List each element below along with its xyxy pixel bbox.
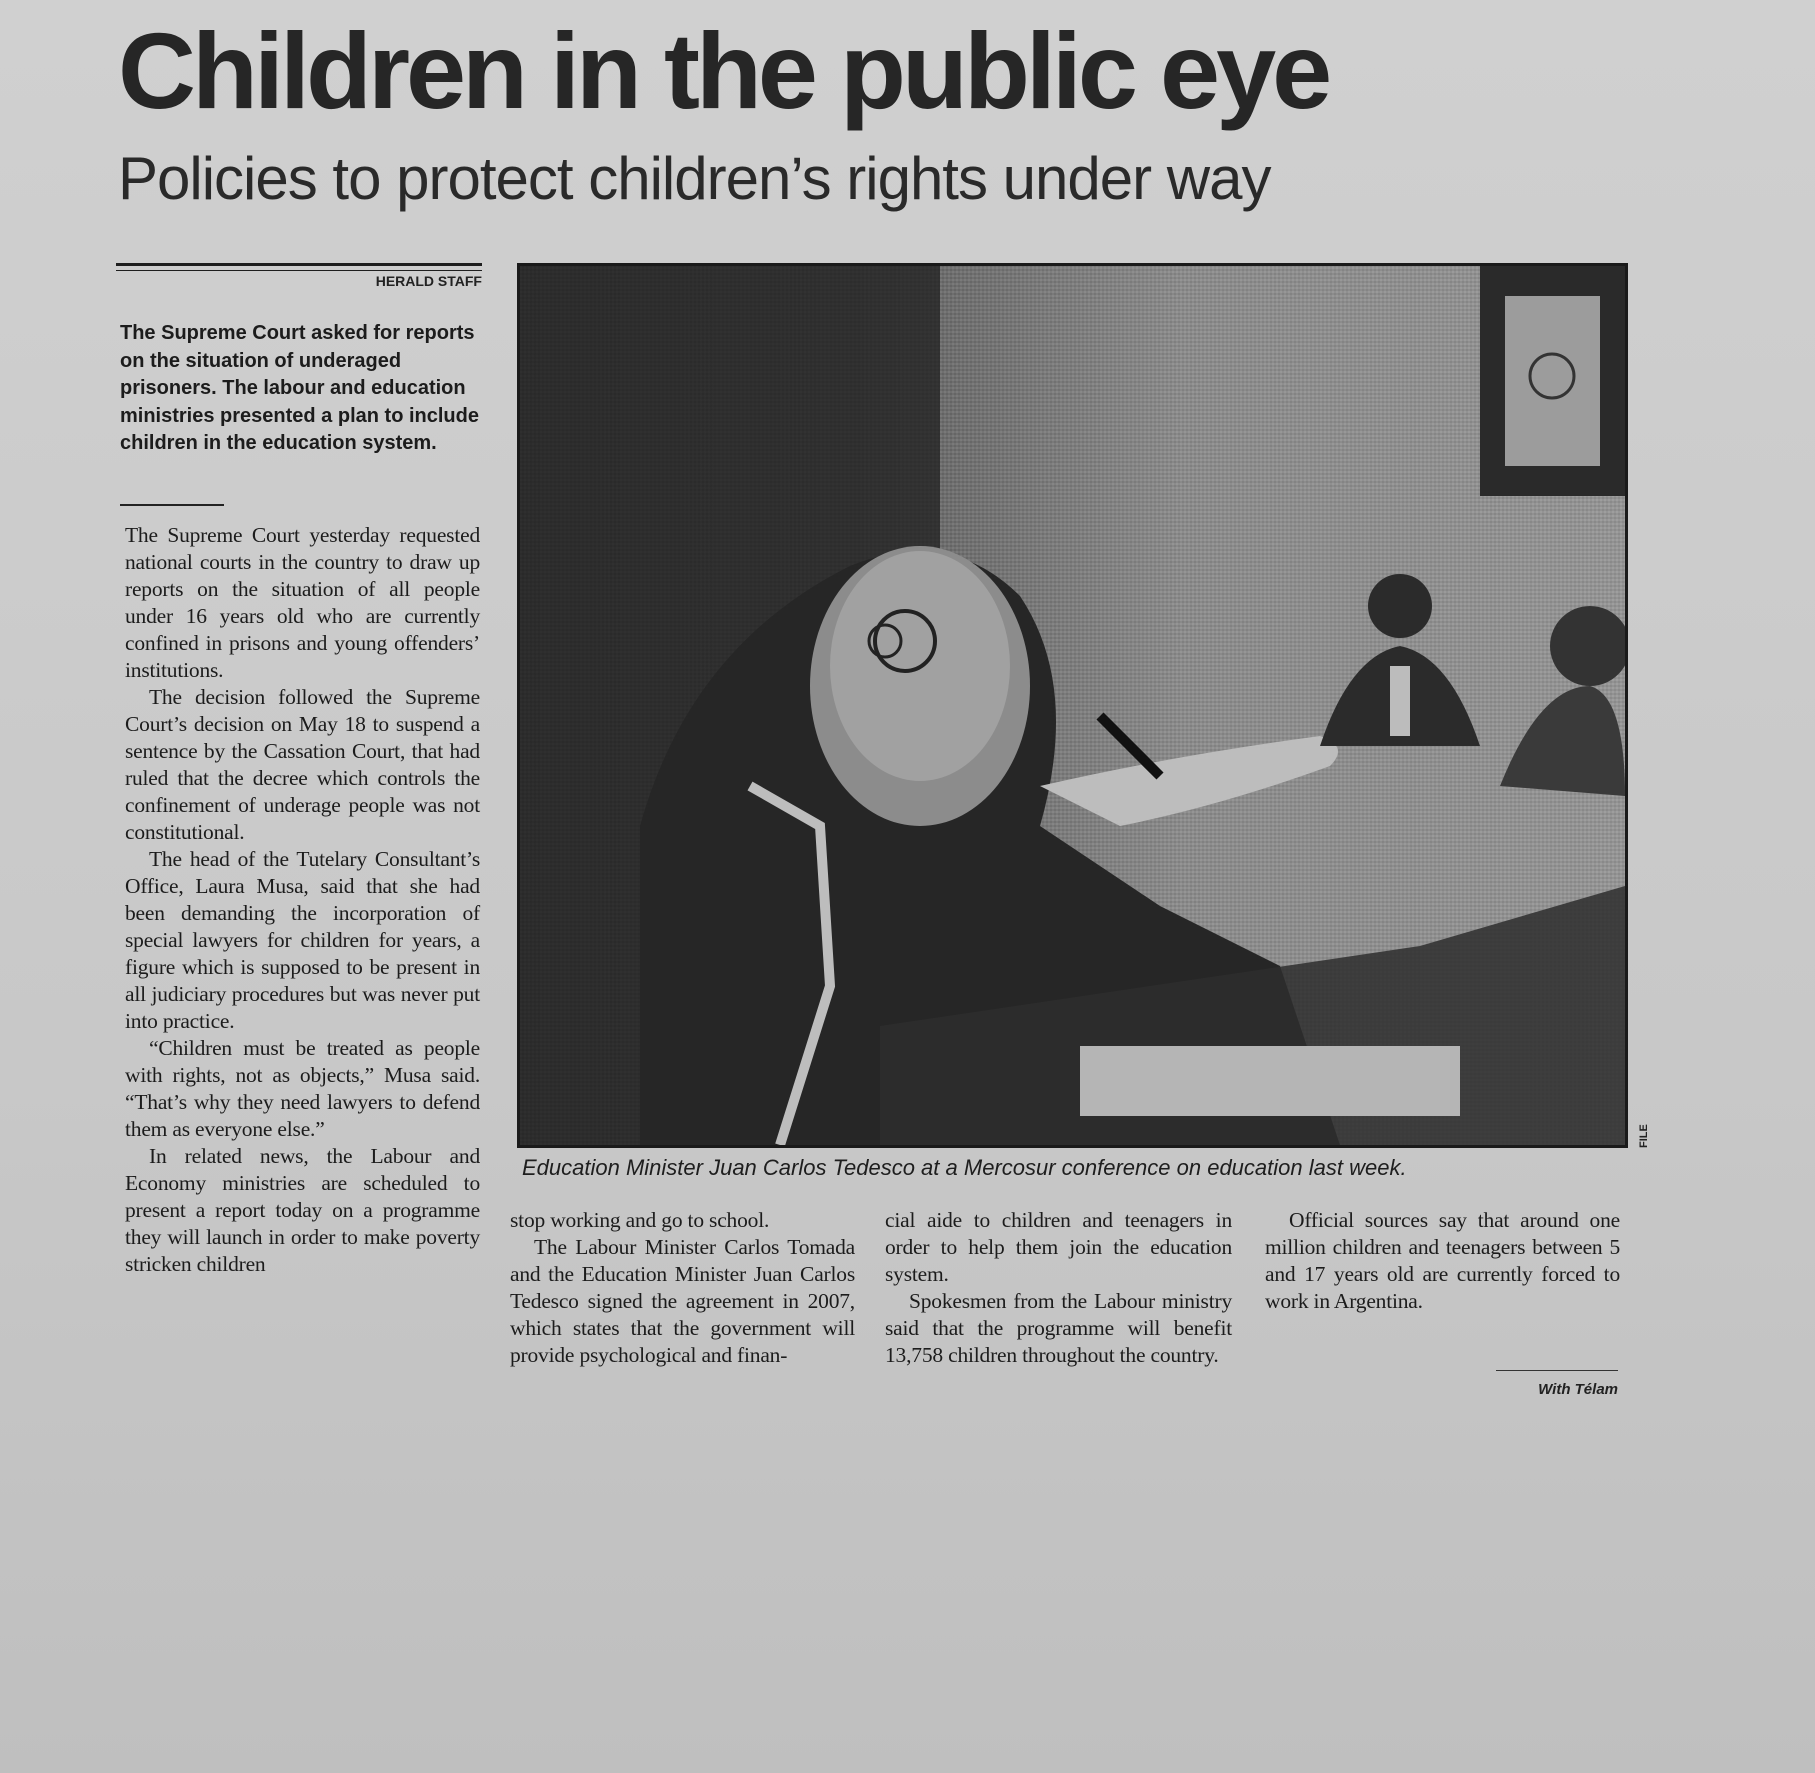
byline-rule [116, 263, 482, 266]
subheadline: Policies to protect children’s rights under way [118, 145, 1271, 212]
byline-rule-thin [116, 270, 482, 271]
photo-illustration [520, 266, 1625, 1145]
paragraph: Spokesmen from the Labour ministry said that the programme will benefit 13,758 children throughout the country. [885, 1289, 1232, 1367]
source-note: With Télam [1538, 1381, 1618, 1398]
paragraph: cial aide to children and teenagers in order to help them join the education system. [885, 1208, 1232, 1286]
photo-credit: FILE [1638, 1124, 1650, 1148]
standfirst: The Supreme Court asked for reports on the situation of underaged prisoners. The labour and education ministries presented a plan to include children in the education system. [120, 322, 479, 454]
paragraph: In related news, the Labour and Economy ministries are scheduled to present a report today on a programme they will launch in order to make poverty stricken children [125, 1144, 480, 1276]
paragraph: stop working and go to school. [510, 1208, 770, 1232]
article-column-3 [885, 1207, 1232, 1369]
paragraph: “Children must be treated as people with rights, not as objects,” Musa said. “That’s why they need lawyers to defend them as everyone else.” [125, 1036, 480, 1141]
paragraph: The Supreme Court yesterday requested national courts in the country to draw up reports on the situation of all people under 16 years old who are currently confined in prisons and young offenders’ institutions. [125, 523, 480, 682]
article-column-1 [125, 522, 480, 1278]
headline: Children in the public eye [118, 10, 1329, 131]
article-column-2 [510, 1207, 855, 1369]
end-rule [1496, 1370, 1618, 1371]
paragraph: The Labour Minister Carlos Tomada and the Education Minister Juan Carlos Tedesco signed the agreement in 2007, which states that the government will provide psychological and finan- [510, 1235, 855, 1367]
photo-caption: Education Minister Juan Carlos Tedesco at a Mercosur conference on education last week. [522, 1155, 1407, 1180]
paragraph: Official sources say that around one million children and teenagers between 5 and 17 years old are currently forced to work in Argentina. [1265, 1208, 1620, 1313]
paragraph: The head of the Tutelary Consultant’s Office, Laura Musa, said that she had been demanding the incorporation of special lawyers for children for years, a figure which is supposed to be present in all judiciary procedures but was never put into practice. [125, 847, 480, 1033]
article-column-4 [1265, 1207, 1620, 1315]
standfirst-divider [120, 504, 224, 506]
news-photo [517, 263, 1628, 1148]
byline: HERALD STAFF [375, 273, 482, 289]
paragraph: The decision followed the Supreme Court’s decision on May 18 to suspend a sentence by the Cassation Court, that had ruled that the decree which controls the confinement of underage people was not constitutional. [125, 685, 480, 844]
